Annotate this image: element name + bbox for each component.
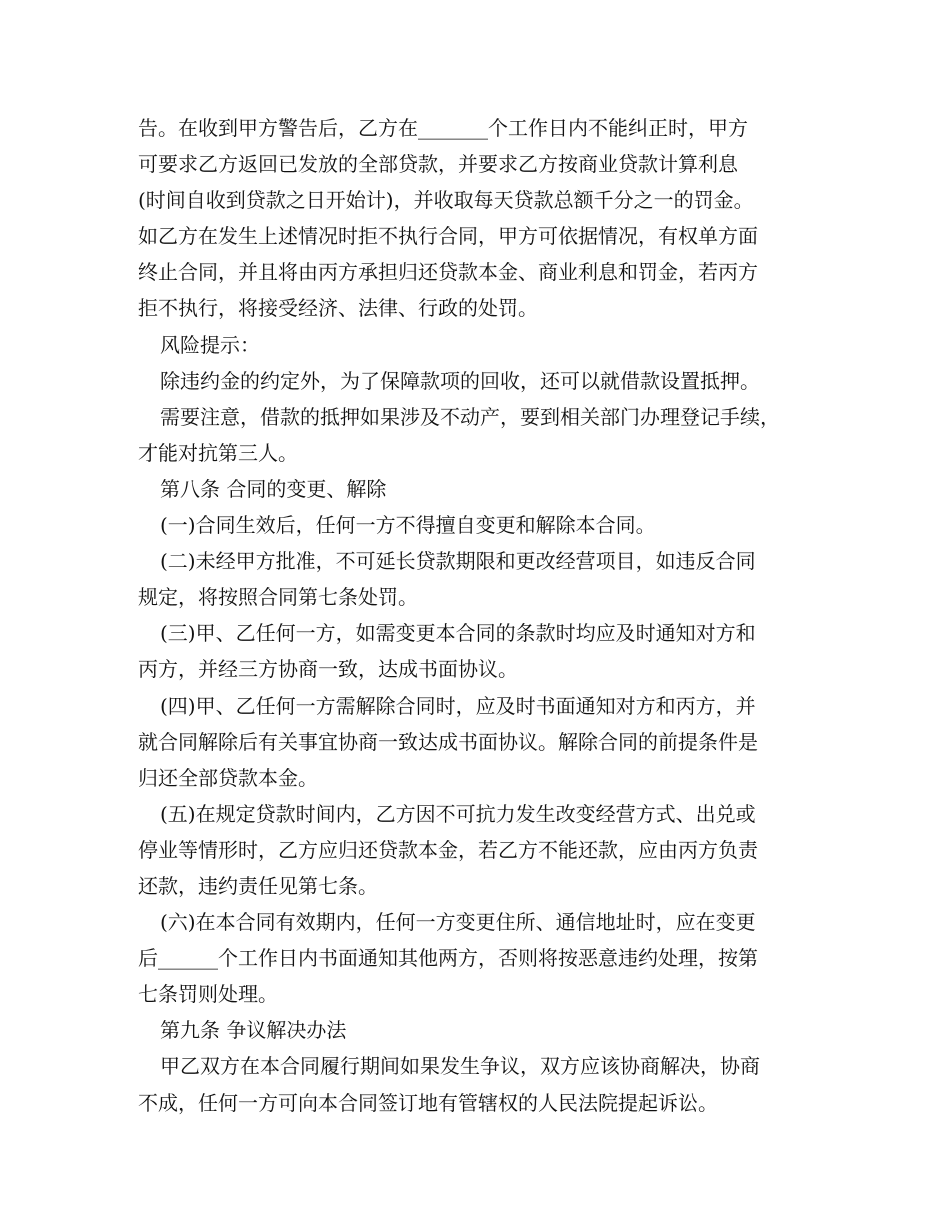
- text-line: 停业等情形时，乙方应归还贷款本金，若乙方不能还款，应由丙方负责: [138, 837, 758, 862]
- text-line: 甲乙双方在本合同履行期间如果发生争议，双方应该协商解决，协商: [160, 1054, 760, 1079]
- text-line: 不成，任何一方可向本合同签订地有管辖权的人民法院提起诉讼。: [138, 1090, 718, 1115]
- text-line: (六)在本合同有效期内，任何一方变更住所、通信地址时，应在变更: [160, 910, 756, 935]
- text-line: 风险提示：: [160, 332, 260, 357]
- text-line: (二)未经甲方批准，不可延长贷款期限和更改经营项目，如违反合同: [160, 549, 756, 574]
- text-line: (一)合同生效后，任何一方不得擅自变更和解除本合同。: [160, 513, 656, 538]
- text-line: 拒不执行，将接受经济、法律、行政的处罚。: [138, 296, 538, 321]
- text-line: 如乙方在发生上述情况时拒不执行合同，甲方可依据情况，有权单方面: [138, 224, 758, 249]
- text-line: 就合同解除后有关事宜协商一致达成书面协议。解除合同的前提条件是: [138, 729, 758, 754]
- text-line: 需要注意，借款的抵押如果涉及不动产，要到相关部门办理登记手续，: [160, 404, 780, 429]
- text-line: 后______个工作日内书面通知其他两方，否则将按恶意违约处理，按第: [138, 946, 758, 971]
- text-line: 七条罚则处理。: [138, 982, 278, 1007]
- text-line: 归还全部贷款本金。: [138, 765, 318, 790]
- text-line: (时间自收到贷款之日开始计)，并收取每天贷款总额千分之一的罚金。: [138, 188, 754, 213]
- text-line: (四)甲、乙任何一方需解除合同时，应及时书面通知对方和丙方，并: [160, 693, 756, 718]
- text-line: (五)在规定贷款时间内，乙方因不可抗力发生改变经营方式、出兑或: [160, 801, 756, 826]
- document-body: [138, 110, 818, 1121]
- text-line: 第八条 合同的变更、解除: [160, 476, 387, 501]
- text-line: 丙方，并经三方协商一致，达成书面协议。: [138, 657, 518, 682]
- text-line: 还款，违约责任见第七条。: [138, 873, 378, 898]
- text-line: (三)甲、乙任何一方，如需变更本合同的条款时均应及时通知对方和: [160, 621, 756, 646]
- text-line: 除违约金的约定外，为了保障款项的回收，还可以就借款设置抵押。: [160, 368, 760, 393]
- text-line: 终止合同，并且将由丙方承担归还贷款本金、商业利息和罚金，若丙方: [138, 260, 758, 285]
- text-line: 才能对抗第三人。: [138, 440, 298, 465]
- text-line: 规定，将按照合同第七条处罚。: [138, 585, 418, 610]
- text-line: 告。在收到甲方警告后，乙方在_______个工作日内不能纠正时，甲方: [138, 116, 748, 140]
- text-line: 第九条 争议解决办法: [160, 1018, 347, 1043]
- text-line: 可要求乙方返回已发放的全部贷款，并要求乙方按商业贷款计算利息: [138, 152, 738, 177]
